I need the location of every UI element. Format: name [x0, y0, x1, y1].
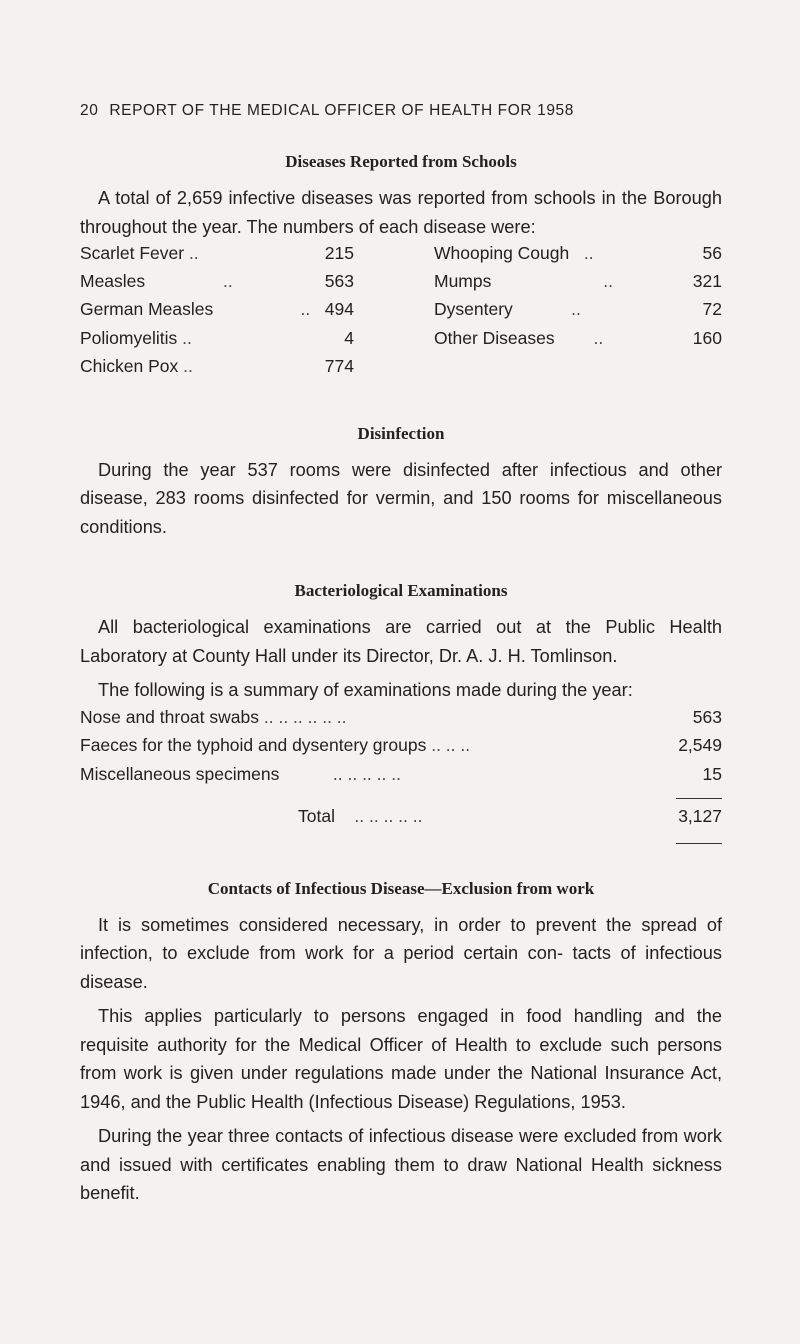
- contacts-section: [80, 879, 722, 1208]
- examination-name: Faeces for the typhoid and dysentery groups: [80, 735, 427, 756]
- disease-column-left: [80, 243, 354, 384]
- total-value: 3,127: [678, 806, 722, 827]
- disinfection-text: During the year 537 rooms were disinfected after infectious and other disease, 283 rooms disinfected for vermin, and 150 rooms for miscellaneous conditions.: [80, 459, 722, 537]
- disease-row: [80, 271, 354, 299]
- contacts-para-1: It is sometimes considered necessary, in order to prevent the spread of infection, to exclude from work for a period certain con- tacts of infectious disease.: [80, 914, 722, 992]
- leader-dots: ..: [300, 299, 311, 320]
- disinfection-heading: Disinfection: [357, 423, 445, 443]
- examination-row: [80, 735, 722, 764]
- disease-column-right: [434, 243, 722, 384]
- report-page: [80, 102, 722, 1208]
- schools-section: [80, 152, 722, 384]
- disease-count: 774: [324, 355, 354, 376]
- disease-name: Poliomyelitis: [80, 327, 178, 348]
- leader-dots: ..: [182, 327, 192, 348]
- disease-name: Scarlet Fever: [80, 243, 185, 263]
- disease-name: Whooping Cough: [434, 243, 570, 263]
- disease-count: 215: [324, 243, 354, 263]
- leader-dots: ..: [183, 355, 193, 376]
- report-title: REPORT OF THE MEDICAL OFFICER OF HEALTH FOR 1958: [109, 102, 574, 119]
- disease-name: Other Diseases: [434, 327, 555, 348]
- disease-name: Mumps: [434, 271, 492, 292]
- contacts-para-3: During the year three contacts of infectious disease were excluded from work and issued with certificates enabling them to draw National Health sickness benefit.: [80, 1126, 722, 1204]
- disinfection-section: [80, 424, 722, 542]
- total-rule-row: [80, 835, 722, 849]
- bacteriology-para-1: All bacteriological examinations are carried out at the Public Health Laboratory at County Hall under its Director, Dr. A. J. H. Tomlinson.: [80, 617, 722, 666]
- disease-row: [434, 328, 722, 356]
- leader-dots: .. .. .. .. .. ..: [263, 706, 347, 727]
- leader-dots: .. .. .. .. ..: [354, 806, 423, 827]
- disease-row: [434, 271, 722, 299]
- leader-dots: .. .. .. .. ..: [332, 763, 401, 784]
- disease-count: 56: [702, 243, 722, 263]
- examination-name: Nose and throat swabs: [80, 706, 259, 727]
- total-label: Total: [298, 806, 335, 827]
- disease-row: [80, 299, 354, 327]
- schools-intro: A total of 2,659 infective diseases was reported from schools in the Borough throughout the year. The numbers of each disease were:: [80, 188, 722, 237]
- bacteriology-section: [80, 581, 722, 849]
- leader-dots: ..: [603, 271, 613, 292]
- examination-row: [80, 707, 722, 736]
- disease-row: [434, 299, 722, 327]
- subtotal-rule-row: [80, 792, 722, 806]
- disease-name: Measles: [80, 271, 146, 292]
- contacts-para-2: This applies particularly to persons engaged in food handling and the requisite authority for the Medical Officer of Health to exclude such persons from work is given under regulations made under the National Insurance Act, 1946, and the Public Health (Infectious Disease) Regulations, 1953.: [80, 1006, 722, 1112]
- disease-count: 72: [702, 299, 722, 320]
- examination-name: Miscellaneous specimens: [80, 763, 280, 784]
- leader-dots: ..: [188, 243, 199, 263]
- disease-count: 494: [324, 299, 354, 320]
- leader-dots: ..: [571, 299, 581, 320]
- disease-count: 160: [692, 327, 722, 348]
- disease-row: [80, 328, 354, 356]
- leader-dots: ..: [222, 271, 233, 292]
- examination-count: 2,549: [678, 735, 722, 756]
- running-header: [80, 102, 722, 120]
- page-number: 20: [80, 102, 99, 119]
- total-row: [80, 806, 722, 835]
- disease-count: 321: [692, 271, 722, 292]
- examinations-table: [80, 707, 722, 849]
- leader-dots: .. .. ..: [431, 735, 471, 756]
- bacteriology-para-2: The following is a summary of examinations made during the year:: [98, 680, 633, 701]
- examination-count: 15: [702, 763, 722, 784]
- contacts-heading: Contacts of Infectious Disease—Exclusion from work: [207, 878, 595, 898]
- disease-count: 4: [344, 327, 354, 348]
- disease-row: [434, 243, 722, 271]
- total-rule: [676, 843, 722, 844]
- disease-row: [80, 356, 354, 384]
- examination-row: [80, 764, 722, 793]
- subtotal-rule: [676, 798, 722, 799]
- disease-name: Dysentery: [434, 299, 513, 320]
- leader-dots: ..: [583, 243, 594, 263]
- disease-table: [80, 243, 722, 384]
- disease-name: Chicken Pox: [80, 355, 179, 376]
- schools-heading: Diseases Reported from Schools: [285, 152, 517, 171]
- examination-count: 563: [692, 706, 722, 727]
- leader-dots: ..: [593, 327, 604, 348]
- disease-row: [80, 243, 354, 271]
- bacteriology-heading: Bacteriological Examinations: [294, 581, 508, 601]
- disease-count: 563: [324, 271, 354, 292]
- disease-name: German Measles: [80, 299, 214, 320]
